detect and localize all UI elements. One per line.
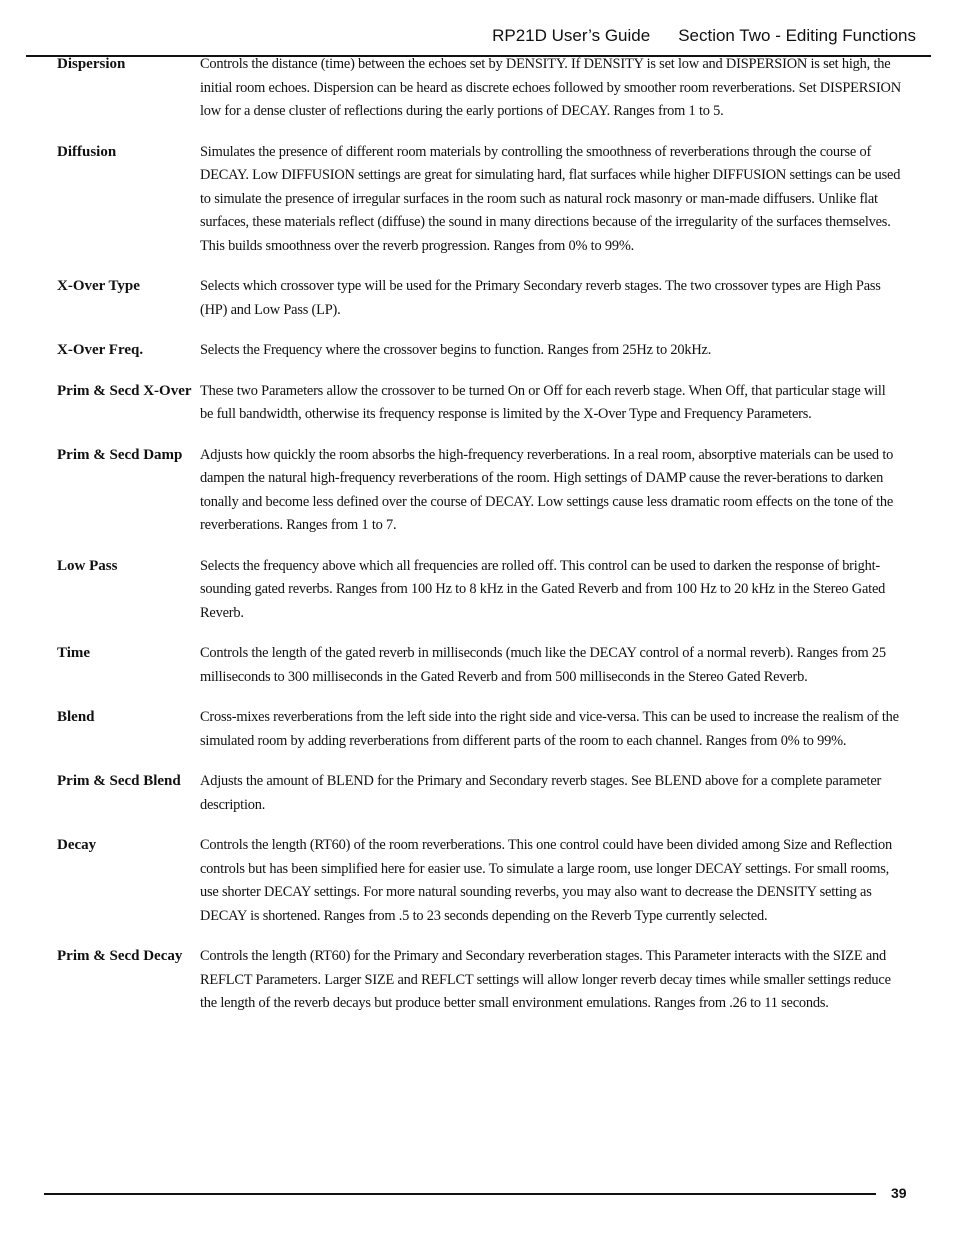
description: Selects which crossover type will be used for the Primary Secondary reverb stages. The two crossover types are High Pass (HP) and Low Pass (LP). bbox=[200, 278, 881, 318]
description: Adjusts the amount of BLEND for the Primary and Secondary reverb stages. See BLEND above for a complete parameter description. bbox=[200, 773, 882, 813]
description: Controls the distance (time) between the echoes set by DENSITY. If DENSITY is set low and DISPERSION is set high, the initial room echoes. Dispersion can be heard as discrete echoes followed by smoother room reverberations. Set DISPERSION low for a dense cluster of reflections during the early portions of DECAY. Ranges from 1 to 5. bbox=[200, 56, 901, 119]
description: Selects the frequency above which all frequencies are rolled off. This control can be used to darken the response of bright-sounding gated reverbs. Ranges from 100 Hz to 8 kHz in the Gated Reverb and from 100 Hz to 20 kHz in the Stereo Gated Reverb. bbox=[200, 557, 886, 621]
term: Blend bbox=[57, 709, 95, 725]
definition-prim-secd-decay bbox=[57, 945, 902, 1016]
definition-decay bbox=[57, 834, 902, 928]
definition-prim-secd-damp bbox=[57, 444, 902, 538]
term: Dispersion bbox=[57, 56, 126, 72]
definition-dispersion bbox=[57, 53, 902, 124]
description: Controls the length (RT60) of the room reverberations. This one control could have been divided among Size and Reflection controls but has been simplified here for easier use. To simulate a large room, use longer DECAY settings. For small rooms, use shorter DECAY settings. For more natural sounding reverbs, you may also want to decrease the DENSITY setting as DECAY is shortened. Ranges from .5 to 23 seconds depending on the Reverb Type currently selected. bbox=[200, 837, 893, 924]
term: Prim & Secd Damp bbox=[57, 446, 183, 463]
term: Diffusion bbox=[57, 143, 117, 160]
description: Simulates the presence of different room materials by controlling the smoothness of reverberations through the course of DECAY. Low DIFFUSION settings are great for simulating hard, flat surfaces while higher DIFFUSION settings can be used to simulate the presence of irregular surfaces in the room such as natural rock masonry or man-made diffusers. Unlike flat surfaces, these materials reflect (diffuse) the sound in many directions because of the irregularity of the surfaces themselves. This builds smoothness over the reverb progression. Ranges from 0% to 99%. bbox=[200, 143, 901, 254]
parameter-definitions bbox=[57, 53, 902, 1033]
term: Decay bbox=[57, 837, 97, 853]
page-header bbox=[492, 26, 916, 46]
definition-x-over-freq bbox=[57, 339, 902, 363]
description: Adjusts how quickly the room absorbs the high-frequency reverberations. In a real room, absorptive materials can be used to dampen the natural high-frequency reverberations of the room. High settings of DAMP cause the rever-berations to darken tonally and become less defined over the course of DECAY. Low settings cause less dramatic room effects on the tone of the reverberations. Ranges from 1 to 7. bbox=[200, 446, 894, 533]
page-number: 39 bbox=[891, 1185, 907, 1201]
definition-x-over-type bbox=[57, 275, 902, 322]
term: Low Pass bbox=[57, 557, 118, 574]
term: Time bbox=[57, 645, 91, 661]
definition-blend bbox=[57, 706, 902, 753]
term: X-Over Freq. bbox=[57, 342, 144, 358]
footer-divider bbox=[44, 1193, 876, 1195]
description: Cross-mixes reverberations from the left side into the right side and vice-versa. This can be used to increase the realism of the simulated room by adding reverberations from different parts of the room to each channel. Ranges from 0% to 99%. bbox=[200, 709, 899, 749]
definition-time bbox=[57, 642, 902, 689]
description: Selects the Frequency where the crossover begins to function. Ranges from 25Hz to 20kHz. bbox=[200, 342, 712, 358]
section-title: Section Two - Editing Functions bbox=[678, 26, 916, 45]
description: Controls the length (RT60) for the Primary and Secondary reverberation stages. This Parameter interacts with the SIZE and REFLCT Parameters. Larger SIZE and REFLCT settings will allow longer reverb decay times while smaller settings reduce the length of the reverb decays but produce better small environment emulations. Ranges from .26 to 11 seconds. bbox=[200, 948, 891, 1011]
definition-diffusion bbox=[57, 141, 902, 259]
term: X-Over Type bbox=[57, 278, 140, 294]
term: Prim & Secd X-Over bbox=[57, 382, 192, 399]
description: These two Parameters allow the crossover to be turned On or Off for each reverb stage. When Off, that particular stage will be full bandwidth, otherwise its frequency response is limited by the X-Over Type and Frequency Parameters. bbox=[200, 382, 886, 422]
definition-prim-secd-blend bbox=[57, 770, 902, 817]
term: Prim & Secd Decay bbox=[57, 948, 183, 964]
definition-prim-secd-x-over bbox=[57, 380, 902, 427]
definition-low-pass bbox=[57, 555, 902, 626]
description: Controls the length of the gated reverb in milliseconds (much like the DECAY control of a normal reverb). Ranges from 25 milliseconds to 300 milliseconds in the Gated Reverb and from 500 milliseconds in the Stereo Gated Reverb. bbox=[200, 645, 886, 685]
guide-title: RP21D User’s Guide bbox=[492, 26, 651, 45]
term: Prim & Secd Blend bbox=[57, 773, 181, 789]
